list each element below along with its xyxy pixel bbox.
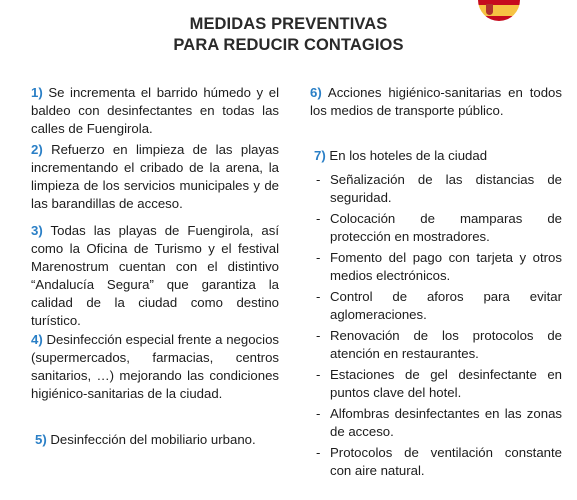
item-number: 5) — [35, 432, 47, 447]
item-number: 2) — [31, 142, 43, 157]
list-item: - Colocación de mamparas de protección en mostradores. — [316, 211, 562, 244]
measure-item-3 — [31, 222, 279, 330]
item-number: 6) — [310, 85, 322, 100]
item-text: Se incrementa el barrido húmedo y el baldeo con desinfectantes en todas las calles de Fuengirola. — [31, 85, 279, 136]
item-text: Refuerzo en limpieza de las playas incrementando el cribado de la arena, la limpieza de los servicios municipales y de las barandillas de acceso. — [31, 142, 279, 211]
list-item: - Renovación de los protocolos de atención en restaurantes. — [316, 328, 562, 361]
item-number: 1) — [31, 85, 43, 100]
list-item: - Alfombras desinfectantes en las zonas de acceso. — [316, 406, 562, 439]
measure-item-6 — [310, 84, 562, 120]
measure-item-4 — [31, 331, 279, 403]
hotel-measures-list — [316, 171, 562, 480]
title-line-1: MEDIDAS PREVENTIVAS — [189, 15, 388, 33]
list-item: - Estaciones de gel desinfectante en puntos clave del hotel. — [316, 367, 562, 400]
measure-item-1 — [31, 84, 279, 138]
item-text: Todas las playas de Fuengirola, así como la Oficina de Turismo y el festival Marenostrum cuentan con el distintivo “Andalucía Segura” que garantiza la calidad de la ciudad como destino turístico. — [31, 223, 279, 328]
measure-item-2 — [31, 141, 279, 213]
title-line-2: PARA REDUCIR CONTAGIOS — [173, 36, 404, 54]
item-text: En los hoteles de la ciudad — [329, 148, 488, 163]
item-number: 7) — [314, 148, 326, 163]
list-item: - Señalización de las distancias de seguridad. — [316, 172, 562, 205]
list-item: - Control de aforos para evitar aglomeraciones. — [316, 289, 562, 322]
measure-item-7 — [314, 147, 487, 165]
item-number: 4) — [31, 332, 43, 347]
list-item: - Protocolos de ventilación constante con aire natural. — [316, 445, 562, 478]
item-text: Acciones higiénico-sanitarias en todos los medios de transporte público. — [310, 85, 562, 118]
item-text: Desinfección del mobiliario urbano. — [50, 432, 256, 447]
spain-flag-icon — [478, 0, 520, 21]
item-number: 3) — [31, 223, 43, 238]
list-item: - Fomento del pago con tarjeta y otros medios electrónicos. — [316, 250, 562, 283]
item-text: Desinfección especial frente a negocios (supermercados, farmacias, centros sanitarios, …) mejorando las condiciones higiénico-sanitarias de la ciudad. — [31, 332, 280, 401]
measure-item-5 — [35, 431, 283, 449]
